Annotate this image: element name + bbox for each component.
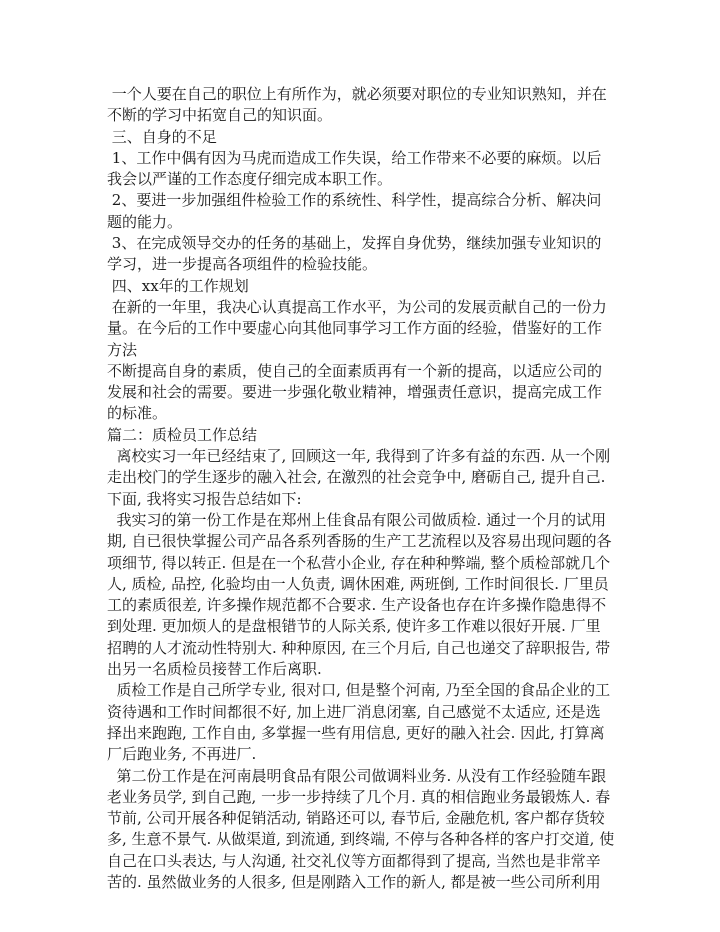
paragraph-work-plan-continued: 不断提高自身的素质，使自己的全面素质再有一个新的提高，以适应公司的发展和社会的需要。要进一步强化敬业精神，增强责任意识，提高完成工作的标准。 [107, 361, 603, 423]
heading-article-two: 篇二：质检员工作总结 [107, 425, 258, 444]
paragraph-career-knowledge: 一个人要在自己的职位上有所作为，就必须要对职位的专业知识熟知，并在不断的学习中拓宽自己的知识面。 [107, 85, 607, 125]
paragraph-second-job: 第二份工作是在河南晨明食品有限公司做调料业务. 从没有工作经验随车跟老业务员学, 到自己跑, 一步一步持续了几个月. 真的相信跑业务最锻炼人. 春节前, 公司开展各种促销活动, 销路还可以, 春节后, 金融危机, 客户都存货较多, 生意不景气. 从做渠道, 到流通, 到终端, 不停与各种各样的客户打交道, 使自己在口头表达, 与人沟通, 社交礼仪等方面都得到了提高, 当然也是非常辛苦的. 虽然做业务的人很多, 但是刚踏入工作的新人, 都是被一些公司所利用 [107, 766, 615, 891]
paragraph-quality-work: 质检工作是自己所学专业, 很对口, 但是整个河南, 乃至全国的食品企业的工资待遇和工作时间都很不好, 加上进厂消息闭塞, 自己感觉不太适应, 还是选择出来跑跑, 工作自由, 多掌握一些有用信息, 更好的融入社会. 因此, 打算离厂后跑业务, 不再进厂. [107, 681, 611, 764]
paragraph-shortcoming-3: 3、在完成领导交办的任务的基础上，发挥自身优势，继续加强专业知识的学习，进一步提高各项组件的检验技能。 [107, 234, 602, 274]
paragraph-internship-intro: 离校实习一年已经结束了, 回顾这一年, 我得到了许多有益的东西. 从一个刚走出校门的学生逐步的融入社会, 在激烈的社会竞争中, 磨砺自己, 提升自己. 下面, 我将实习报告总结如下: [107, 447, 611, 508]
heading-work-plan: 四、xx年的工作规划 [107, 276, 249, 295]
paragraph-first-job: 我实习的第一份工作是在郑州上佳食品有限公司做质检. 通过一个月的试用期, 自已很快掌握公司产品各系列香肠的生产工艺流程以及容易出现问题的各项细节, 得以转正. 但是在一个私营小企业, 存在种种弊端, 整个质检部就几个人, 质检, 品控, 化验均由一人负责, 调休困难, 两班倒, 工作时间很长. 厂里员工的素质很差, 许多操作规范都不合要求. 生产设备也存在许多操作隐患得不到处理. 更加烦人的是盘根错节的人际关系, 使许多工作难以很好开展. 厂里招聘的人才流动性特别大. 种种原因, 在三个月后, 自己也递交了辞职报告, 带出另一名质检员接替工作后离职. [107, 510, 612, 679]
paragraph-shortcoming-2: 2、要进一步加强组件检验工作的系统性、科学性，提高综合分析、解决问题的能力。 [107, 191, 602, 231]
paragraph-shortcoming-1: 1、工作中偶有因为马虎而造成工作失误，给工作带来不必要的麻烦。以后我会以严谨的工作态度仔细完成本职工作。 [107, 148, 602, 189]
paragraph-work-plan: 在新的一年里，我决心认真提高工作水平，为公司的发展贡献自己的一份力量。在今后的工作中要虚心向其他同事学习工作方面的经验，借鉴好的工作方法 [107, 297, 607, 359]
heading-shortcomings: 三、自身的不足 [107, 127, 217, 146]
document-body [107, 84, 615, 893]
